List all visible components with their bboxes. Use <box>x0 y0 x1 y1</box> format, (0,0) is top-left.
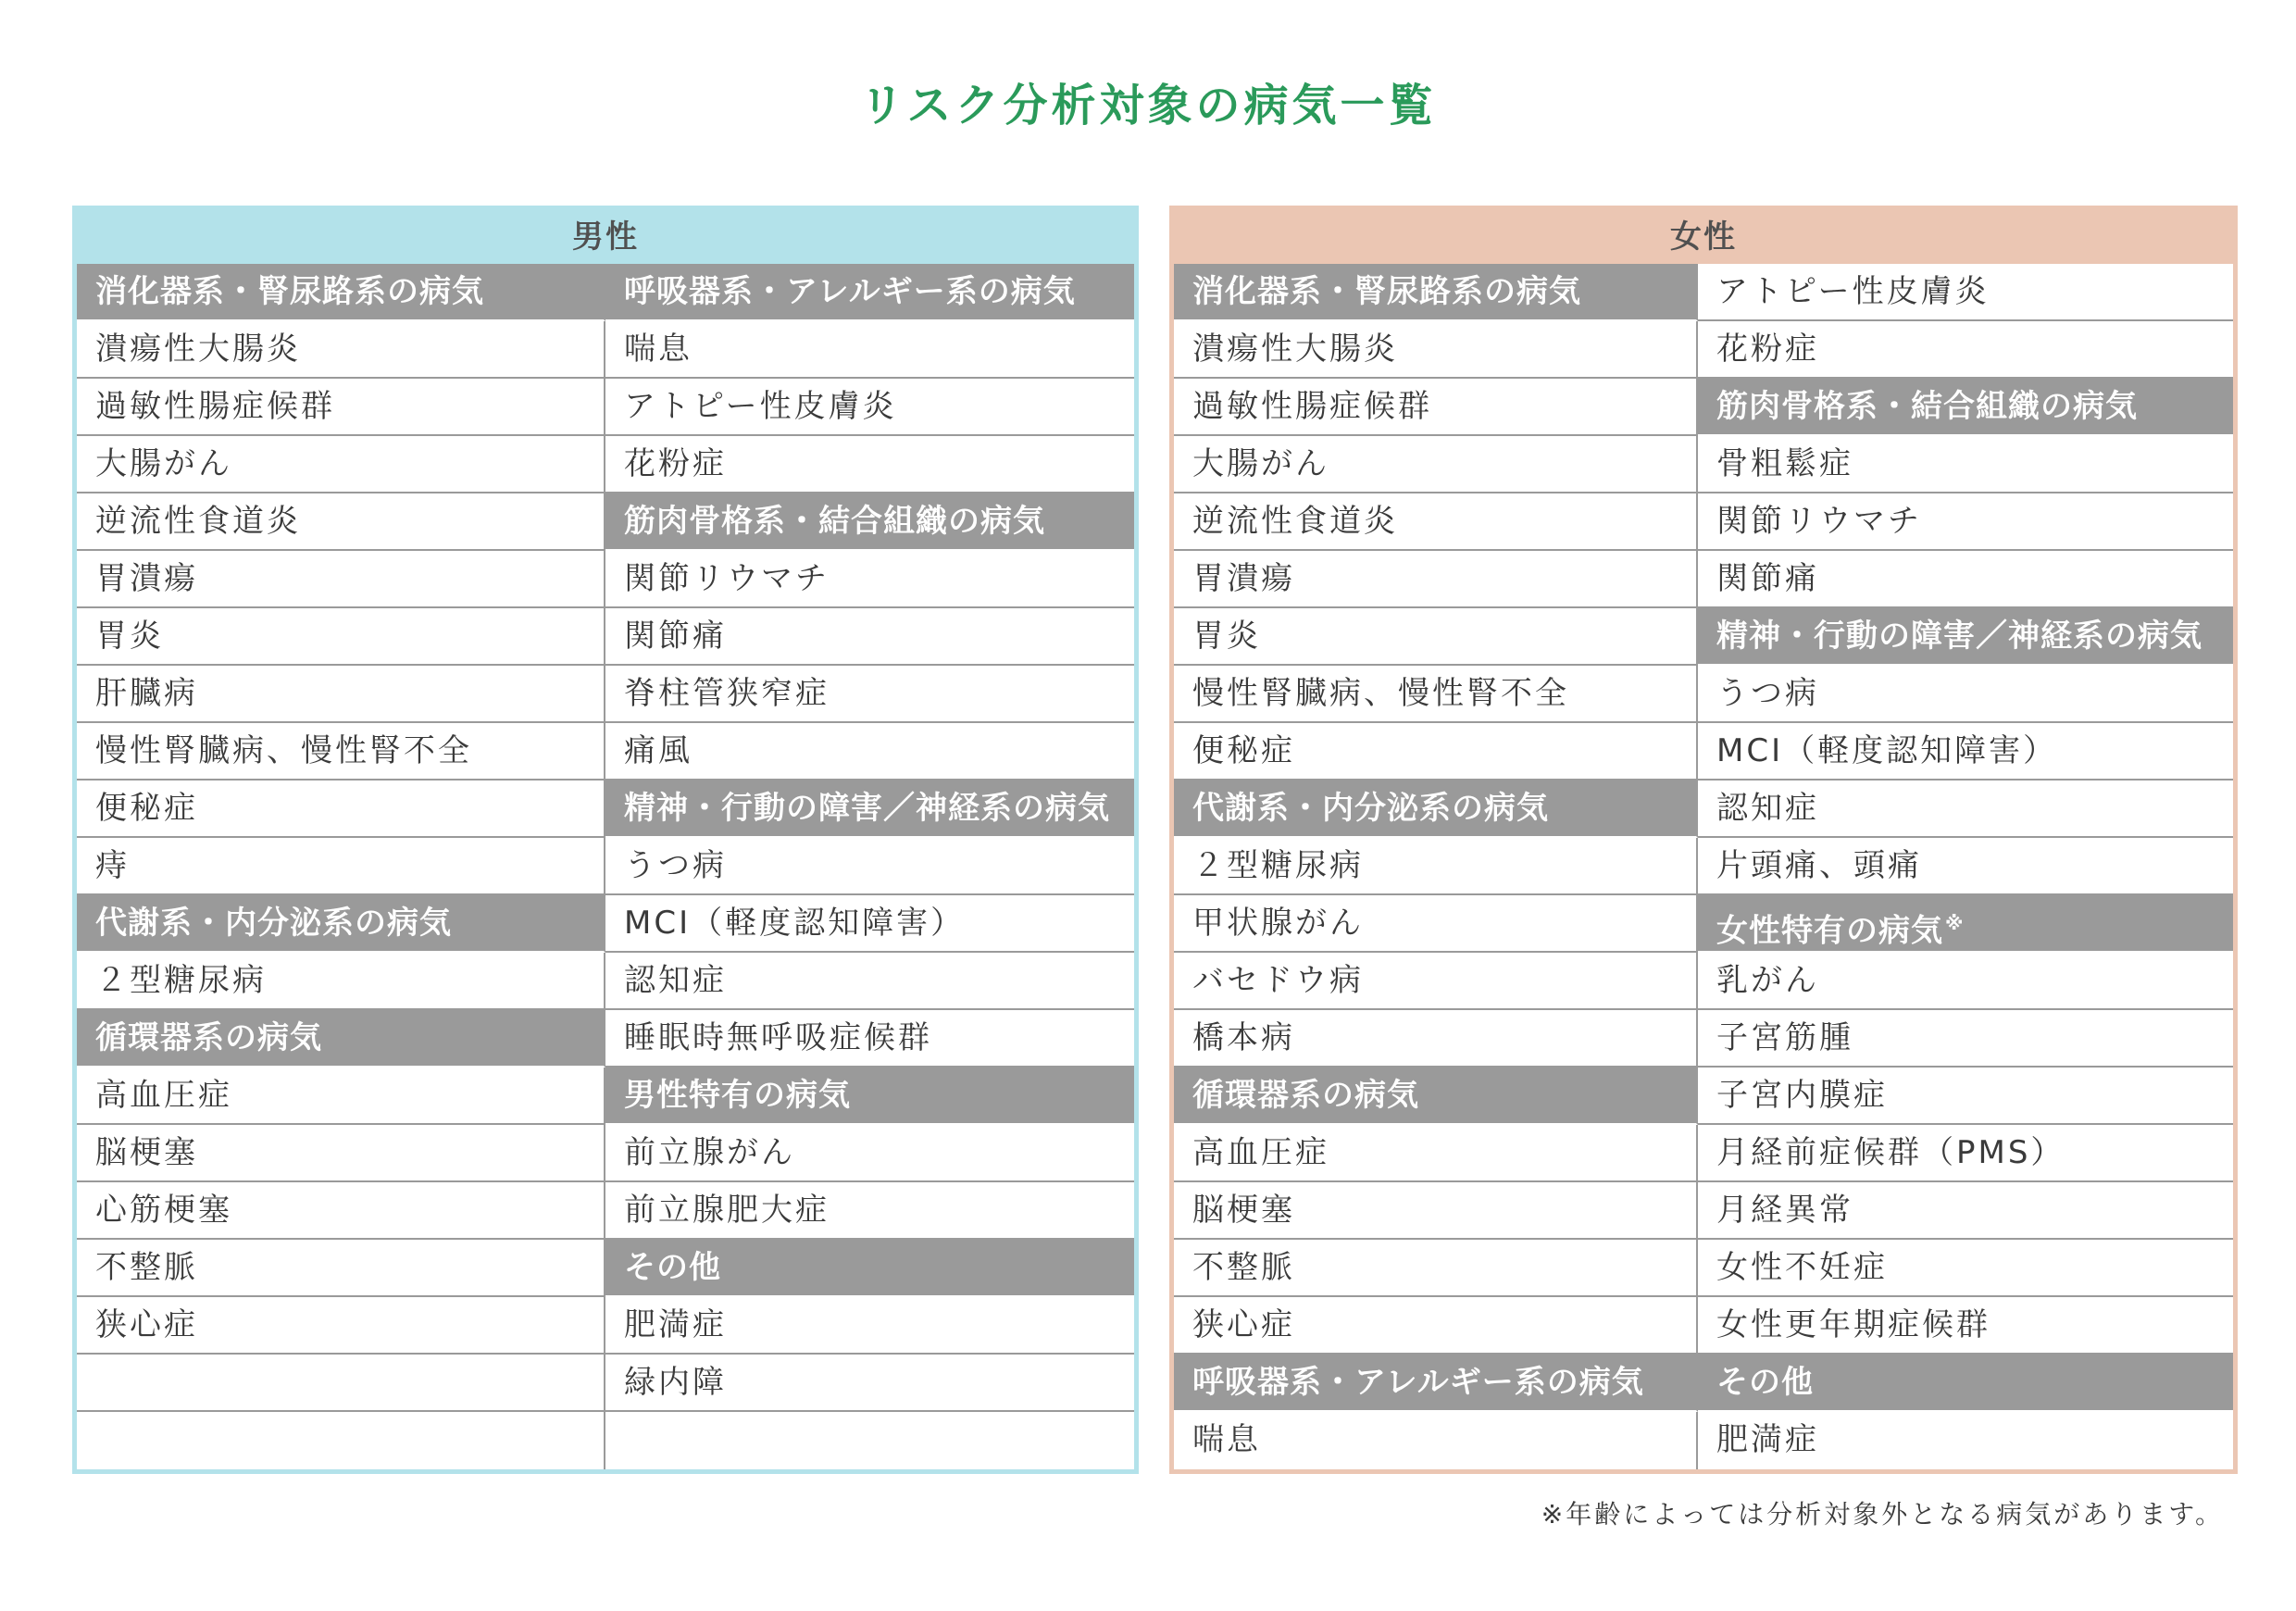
category-label: 循環器系の病気 <box>95 1019 322 1056</box>
disease-item <box>1174 493 1698 551</box>
disease-item <box>1174 551 1698 608</box>
disease-label: ２型糖尿病 <box>1192 847 1364 884</box>
disease-label: アトピー性皮膚炎 <box>1716 273 1990 310</box>
disease-item <box>1174 1010 1698 1068</box>
category-label: 呼吸器系・アレルギー系の病気 <box>624 273 1076 310</box>
disease-label: 関節痛 <box>1716 560 1819 597</box>
disease-item <box>77 1297 605 1355</box>
disease-item <box>1698 1125 2233 1182</box>
disease-item <box>605 436 1134 493</box>
disease-label: 慢性腎臓病、慢性腎不全 <box>95 732 472 769</box>
disease-label: 脊柱管狭窄症 <box>624 675 830 712</box>
category-header <box>1698 379 2233 436</box>
disease-item <box>1174 1297 1698 1355</box>
footnote: ※年齢によっては分析対象外となる病気があります。 <box>1541 1499 2224 1530</box>
disease-label: 緑内障 <box>624 1364 727 1401</box>
category-header <box>605 493 1134 551</box>
disease-label: 橋本病 <box>1192 1019 1295 1056</box>
disease-item <box>605 953 1134 1010</box>
category-header <box>1698 1355 2233 1412</box>
disease-label: 胃炎 <box>1192 618 1261 655</box>
disease-label: アトピー性皮膚炎 <box>624 388 897 425</box>
male-table <box>72 206 1139 1474</box>
disease-item <box>605 1125 1134 1182</box>
disease-label: 睡眠時無呼吸症候群 <box>624 1019 932 1056</box>
disease-label: 大腸がん <box>1192 445 1329 482</box>
disease-item <box>77 1125 605 1182</box>
disease-label: 骨粗鬆症 <box>1716 445 1853 482</box>
disease-label: 逆流性食道炎 <box>1192 503 1398 540</box>
disease-label: 痔 <box>95 847 130 884</box>
disease-label: 甲状腺がん <box>1192 905 1364 942</box>
category-header <box>77 264 605 321</box>
disease-item <box>1698 953 2233 1010</box>
disease-label: 過敏性腸症候群 <box>1192 388 1432 425</box>
disease-item <box>1174 379 1698 436</box>
disease-label: 花粉症 <box>624 445 727 482</box>
page-title: リスク分析対象の病気一覧 <box>859 80 1437 131</box>
male-table-grid <box>77 264 1134 1469</box>
disease-item <box>77 493 605 551</box>
disease-item <box>605 666 1134 723</box>
disease-label: 心筋梗塞 <box>95 1192 232 1229</box>
disease-label: 不整脈 <box>95 1249 198 1286</box>
disease-label: 月経前症候群（PMS） <box>1716 1134 2065 1171</box>
disease-item <box>605 551 1134 608</box>
disease-label: MCI（軽度認知障害） <box>624 905 966 942</box>
category-header <box>1174 1068 1698 1125</box>
disease-label: 脳梗塞 <box>95 1134 198 1171</box>
disease-label: 月経異常 <box>1716 1192 1853 1229</box>
category-label: 呼吸器系・アレルギー系の病気 <box>1192 1364 1644 1401</box>
disease-item <box>77 838 605 895</box>
disease-item <box>1698 264 2233 321</box>
disease-label: 痛風 <box>624 732 693 769</box>
category-label: 消化器系・腎尿路系の病気 <box>1192 273 1581 310</box>
disease-item <box>605 608 1134 666</box>
disease-label: 高血圧症 <box>1192 1134 1329 1171</box>
category-label: 筋肉骨格系・結合組織の病気 <box>624 503 1045 540</box>
disease-item <box>1174 1412 1698 1469</box>
disease-item <box>1174 1125 1698 1182</box>
disease-label: 潰瘍性大腸炎 <box>95 331 301 368</box>
disease-label: 前立腺肥大症 <box>624 1192 830 1229</box>
disease-label: 胃潰瘍 <box>1192 560 1295 597</box>
category-label: 代謝系・内分泌系の病気 <box>95 905 452 942</box>
disease-item <box>77 1240 605 1297</box>
disease-item <box>605 838 1134 895</box>
disease-item <box>77 1068 605 1125</box>
disease-item <box>77 666 605 723</box>
disease-item <box>605 321 1134 379</box>
disease-item <box>605 1355 1134 1412</box>
disease-item <box>77 608 605 666</box>
disease-label: 認知症 <box>624 962 727 999</box>
disease-label: 不整脈 <box>1192 1249 1295 1286</box>
disease-item <box>1698 666 2233 723</box>
disease-item <box>1174 1182 1698 1240</box>
footnote-marker: ※ <box>1945 912 1965 934</box>
disease-item <box>77 436 605 493</box>
female-table-grid <box>1174 264 2233 1469</box>
disease-item <box>1698 551 2233 608</box>
disease-item <box>1174 895 1698 953</box>
disease-label: 女性不妊症 <box>1716 1249 1888 1286</box>
category-header <box>77 895 605 953</box>
disease-item <box>605 1297 1134 1355</box>
disease-label: 関節リウマチ <box>1716 503 1922 540</box>
category-header <box>1174 1355 1698 1412</box>
disease-item <box>1698 1297 2233 1355</box>
disease-item <box>605 895 1134 953</box>
category-label: 筋肉骨格系・結合組織の病気 <box>1716 388 2138 425</box>
disease-item <box>77 953 605 1010</box>
disease-label: 女性更年期症候群 <box>1716 1306 1990 1343</box>
disease-item <box>1698 781 2233 838</box>
disease-label: 逆流性食道炎 <box>95 503 301 540</box>
disease-label: バセドウ病 <box>1192 962 1364 999</box>
disease-label: 便秘症 <box>1192 732 1295 769</box>
disease-label: 花粉症 <box>1716 331 1819 368</box>
disease-item <box>605 723 1134 781</box>
disease-item <box>1698 1010 2233 1068</box>
disease-label: 胃炎 <box>95 618 164 655</box>
disease-label: 認知症 <box>1716 790 1819 827</box>
female-table <box>1169 206 2238 1474</box>
disease-item <box>1174 608 1698 666</box>
disease-item <box>1174 436 1698 493</box>
disease-label: 慢性腎臓病、慢性腎不全 <box>1192 675 1569 712</box>
disease-label: 便秘症 <box>95 790 198 827</box>
disease-item <box>77 781 605 838</box>
disease-item <box>605 379 1134 436</box>
disease-label: ２型糖尿病 <box>95 962 267 999</box>
disease-item <box>1174 1240 1698 1297</box>
disease-label: 前立腺がん <box>624 1134 795 1171</box>
disease-label: 脳梗塞 <box>1192 1192 1295 1229</box>
disease-item <box>1174 953 1698 1010</box>
disease-item <box>1698 436 2233 493</box>
disease-item <box>1698 1412 2233 1469</box>
category-label: 精神・行動の障害／神経系の病気 <box>624 790 1110 827</box>
disease-label: 乳がん <box>1716 962 1819 999</box>
disease-item <box>77 723 605 781</box>
disease-item <box>605 1010 1134 1068</box>
category-label: 代謝系・内分泌系の病気 <box>1192 790 1549 827</box>
disease-item <box>77 551 605 608</box>
category-label: 循環器系の病気 <box>1192 1077 1419 1114</box>
disease-item <box>1698 493 2233 551</box>
disease-item <box>77 1182 605 1240</box>
disease-label: MCI（軽度認知障害） <box>1716 732 2058 769</box>
disease-label: うつ病 <box>1716 675 1819 712</box>
disease-label: 高血圧症 <box>95 1077 232 1114</box>
category-header <box>605 1240 1134 1297</box>
disease-label: 狭心症 <box>1192 1306 1295 1343</box>
disease-label: 関節リウマチ <box>624 560 830 597</box>
category-header <box>605 264 1134 321</box>
disease-item <box>77 1355 605 1412</box>
disease-label: 関節痛 <box>624 618 727 655</box>
disease-item <box>1698 321 2233 379</box>
category-header <box>1698 895 2233 953</box>
category-header <box>605 781 1134 838</box>
disease-item <box>77 379 605 436</box>
disease-item <box>1174 321 1698 379</box>
disease-item <box>1698 1182 2233 1240</box>
disease-label: 潰瘍性大腸炎 <box>1192 331 1398 368</box>
disease-item <box>1174 723 1698 781</box>
disease-label: 子宮内膜症 <box>1716 1077 1888 1114</box>
disease-item <box>1698 723 2233 781</box>
category-header <box>605 1068 1134 1125</box>
disease-item <box>1174 666 1698 723</box>
disease-item <box>1174 838 1698 895</box>
disease-label: 胃潰瘍 <box>95 560 198 597</box>
disease-item <box>1698 1240 2233 1297</box>
disease-label: 肥満症 <box>624 1306 727 1343</box>
disease-label: 喘息 <box>1192 1421 1261 1458</box>
disease-label: 肝臓病 <box>95 675 198 712</box>
disease-item <box>77 1412 605 1469</box>
disease-label: 肥満症 <box>1716 1421 1819 1458</box>
disease-label: うつ病 <box>624 847 727 884</box>
female-table-header: 女性 <box>1670 219 1737 256</box>
category-label: その他 <box>624 1249 721 1286</box>
category-label: 男性特有の病気 <box>624 1077 851 1114</box>
disease-label: 子宮筋腫 <box>1716 1019 1853 1056</box>
category-label: 精神・行動の障害／神経系の病気 <box>1716 618 2202 655</box>
disease-item <box>77 321 605 379</box>
category-header <box>1698 608 2233 666</box>
disease-label: 狭心症 <box>95 1306 198 1343</box>
category-header <box>77 1010 605 1068</box>
category-label: 消化器系・腎尿路系の病気 <box>95 273 484 310</box>
category-header <box>1174 781 1698 838</box>
disease-item <box>605 1182 1134 1240</box>
disease-item <box>605 1412 1134 1469</box>
disease-item <box>1698 1068 2233 1125</box>
category-header <box>1174 264 1698 321</box>
disease-label: 片頭痛、頭痛 <box>1716 847 1922 884</box>
disease-label: 過敏性腸症候群 <box>95 388 335 425</box>
category-label: その他 <box>1716 1364 1814 1401</box>
disease-label: 喘息 <box>624 331 693 368</box>
category-label: 女性特有の病気 <box>1716 912 1943 950</box>
disease-item <box>1698 838 2233 895</box>
male-table-header: 男性 <box>572 219 639 256</box>
disease-label: 大腸がん <box>95 445 232 482</box>
